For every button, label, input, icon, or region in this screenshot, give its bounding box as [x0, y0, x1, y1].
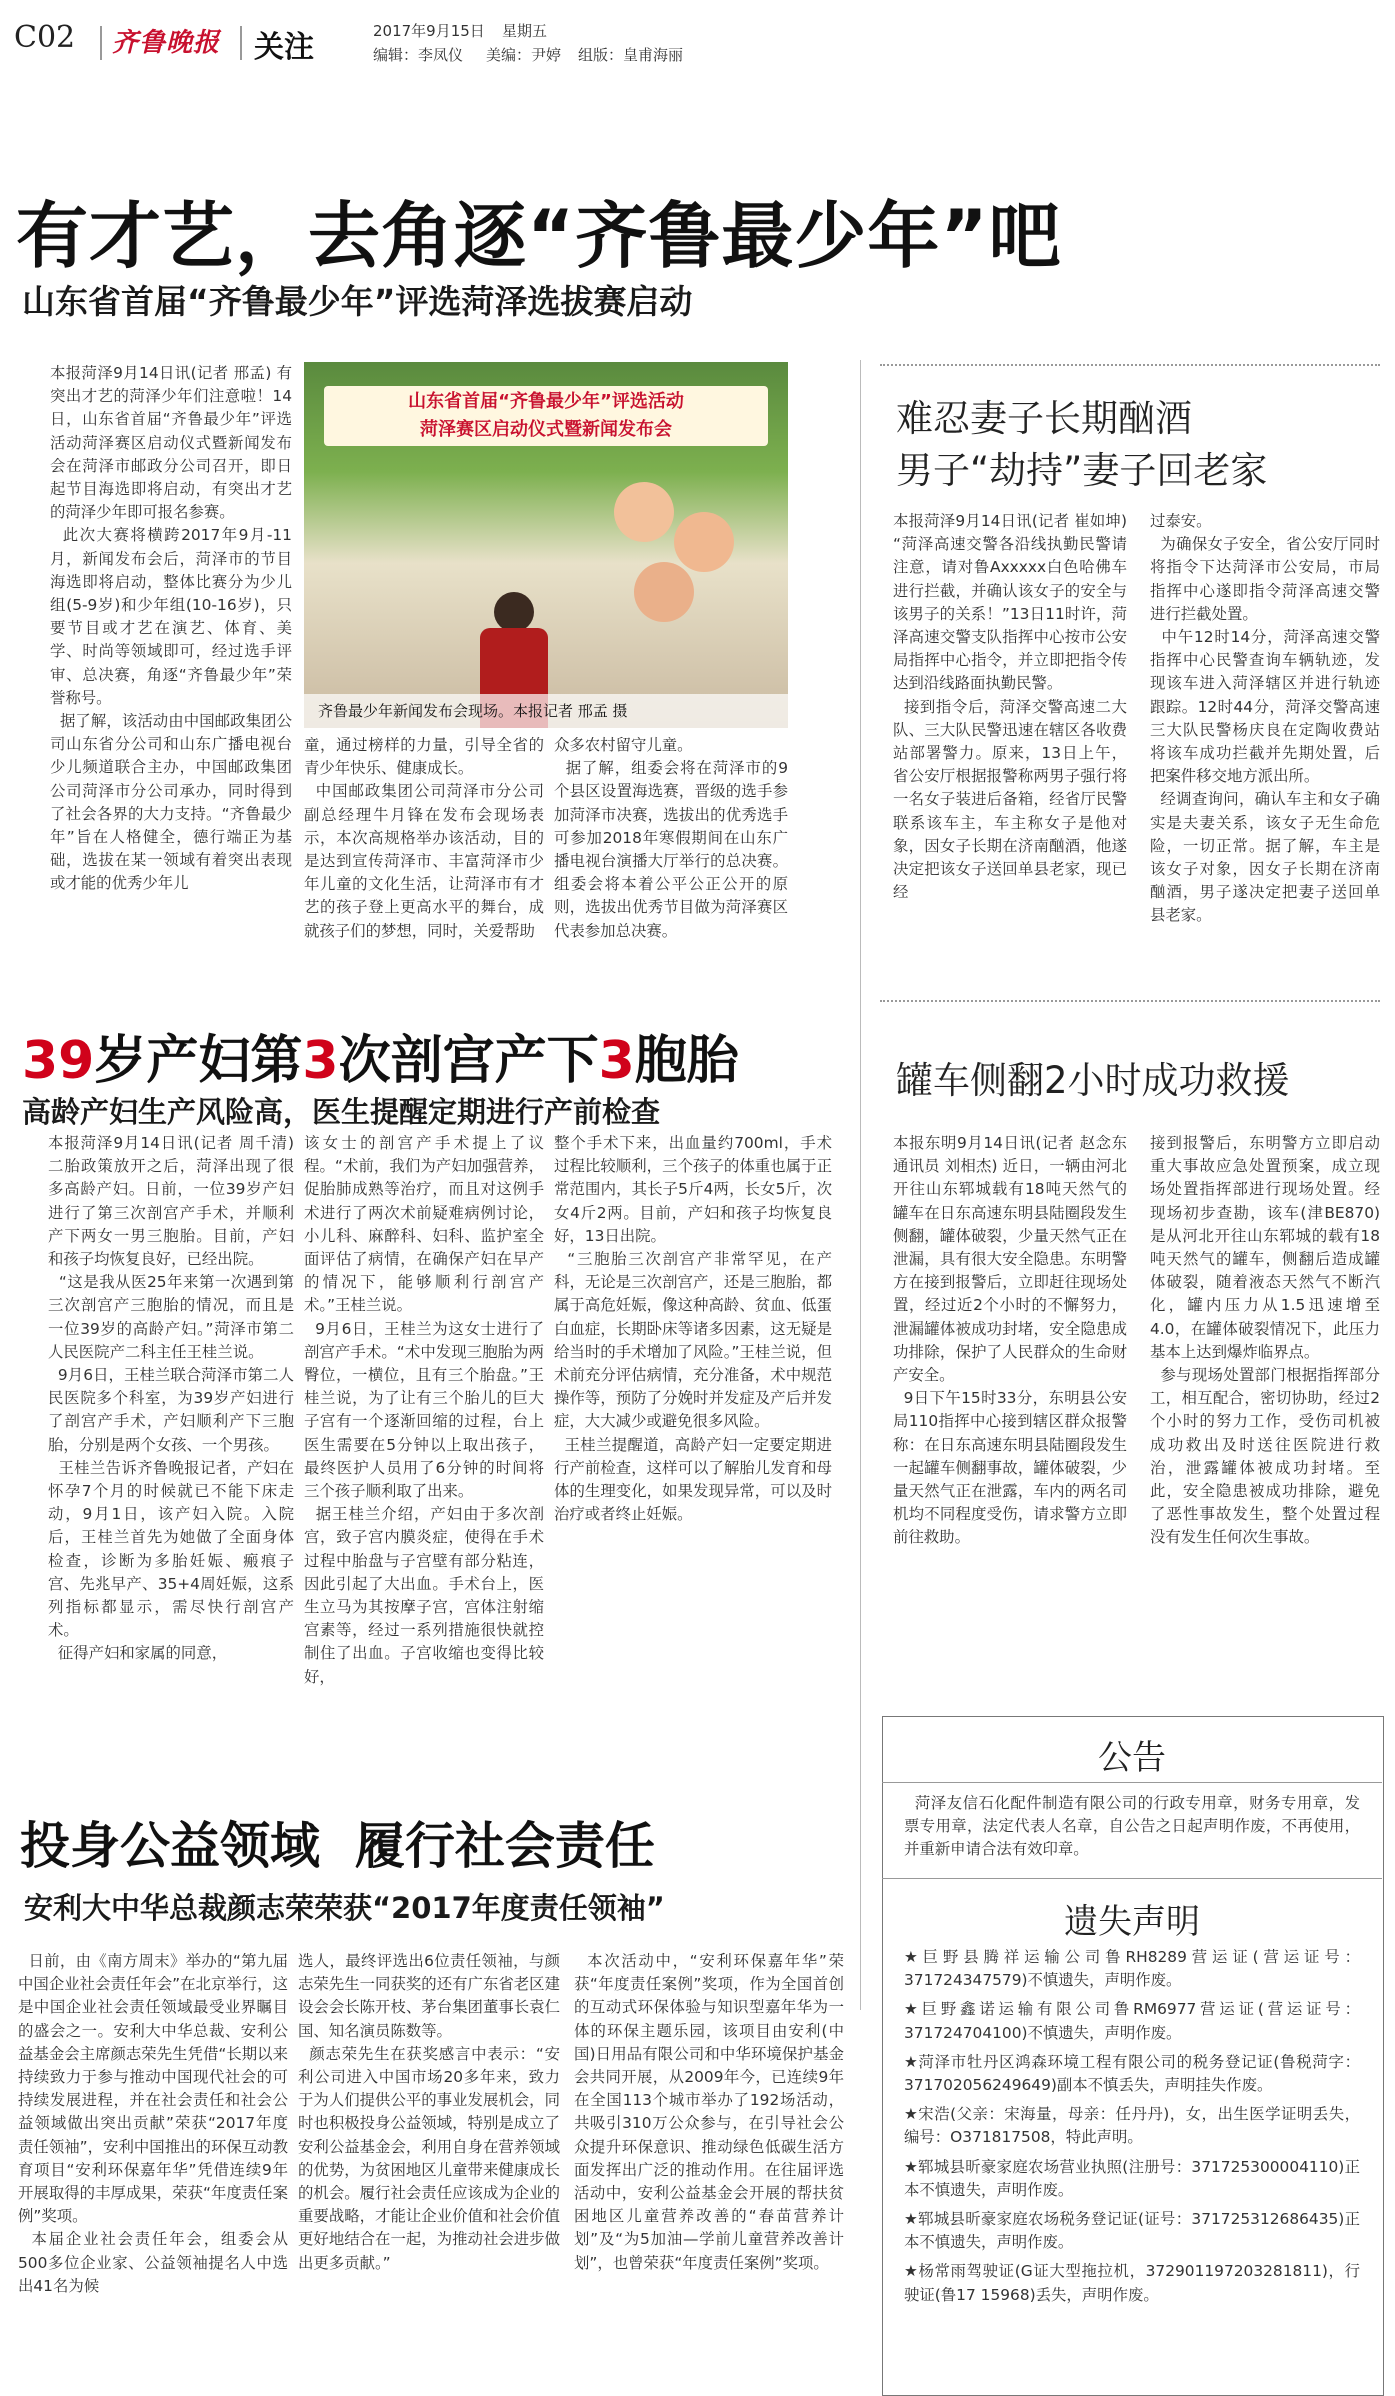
story2-column-1: 本报东明9月14日讯(记者 赵念东 通讯员 刘相杰) 近日，一辆由河北开往山东郓城载有18吨天然气的罐车在日东高速东明县陆圈段发生侧翻，罐体破裂，少量天然气正在泄漏，具有很大安全隐患。东明警方在接到报警后，立即赶往现场处置，经过近2个小时的不懈努力，泄漏罐体被成功封堵，安全隐患成功排除，保护了人民群众的生命财产安全。 9日下午15时33分，东明县公安局110指挥中心接到辖区群众报警称：在日东高速东明县陆圈段发生一起罐车侧翻事故，罐体破裂，少量天然气正在泄露，车内的两名司机均不同程度受伤，请求警方立即前往救助。	[893, 1134, 1127, 1547]
story4-column-1: 日前，由《南方周末》举办的“第九届中国企业社会责任年会”在北京举行，这是中国企业社会责任领域最受业界瞩目的盛会之一。安利大中华总裁、安利公益基金会主席颜志荣先生凭借“长期以来持续致力于参与推动中国现代社会的可持续发展进程，并在社会责任和社会公益领域做出突出贡献”荣获“2017年度责任领袖”，安利中国推出的环保互动教育项目“安利环保嘉年华”凭借连续9年开展取得的丰厚成果，荣获“年度责任案例”奖项。 本届企业社会责任年会，组委会从500多位企业家、公益领袖提名人中选出41名为候	[18, 1952, 288, 2295]
main-headline: 有才艺，去角逐“齐鲁最少年”吧	[16, 194, 1062, 278]
section-rule	[880, 1000, 1380, 1002]
list-item: ★菏泽市牡丹区鸿森环境工程有限公司的税务登记证(鲁税菏字：371702056249649)副本不慎丢失，声明挂失作废。	[904, 2052, 1360, 2095]
story3-column-2: 该女士的剖宫产手术提上了议程。“术前，我们为产妇加强营养，促胎肺成熟等治疗，而且对这例手术进行了两次术前疑难病例讨论，小儿科、麻醉科、妇科、监护室全面评估了病情，在确保产妇在早产的情况下，能够顺利行剖宫产术。”王桂兰说。 9月6日，王桂兰为这女士进行了剖宫产手术。“术中发现三胞胎为两臀位，一横位，且有三个胎盘。”王桂兰说，为了让有三个胎儿的巨大子宫有一个逐渐回缩的过程，台上医生需要在5分钟以上取出孩子，最终医护人员用了6分钟的时间将三个孩子顺利取了出来。 据王桂兰介绍，产妇由于多次剖宫，致子宫内膜炎症，使得在手术过程中胎盘与子宫壁有部分粘连，因此引起了大出血。手术台上，医生立马为其按摩子宫，宫体注射缩宫素等，经过一系列措施很快就控制住了出血。子宫收缩也变得比较好，	[304, 1134, 544, 1686]
notice-title: 公告	[1098, 1738, 1166, 1778]
column-separator	[860, 360, 861, 2010]
notice-body: 菏泽友信石化配件制造有限公司的行政专用章，财务专用章，发票专用章，法定代表人名章，自公告之日起声明作废，不再使用，并重新申请合法有效印章。	[904, 1794, 1360, 1859]
story1-headline-line2: 男子“劫持”妻子回老家	[896, 449, 1268, 492]
story3-column-1: 本报菏泽9月14日讯(记者 周千清) 二胎政策放开之后，菏泽出现了很多高龄产妇。日前，一位39岁产妇进行了第三次剖宫产手术，并顺利产下两女一男三胞胎。目前，产妇和孩子均恢复良好，已经出院。 “这是我从医25年来第一次遇到第三次剖宫产三胞胎的情况，而且是一位39岁的高龄产妇。”菏泽市第二人民医院产二科主任王桂兰说。 9月6日，王桂兰联合菏泽市第二人民医院多个科室，为39岁产妇进行了剖宫产手术，产妇顺利产下三胞胎，分别是两个女孩、一个男孩。 王桂兰告诉齐鲁晚报记者，产妇在怀孕7个月的时候就已不能下床走动，9月1日，该产妇入院。入院后，王桂兰首先为她做了全面身体检查，诊断为多胎妊娠、瘢痕子宫、先兆早产、35+4周妊娠，这系列指标都显示，需尽快行剖宫产术。 征得产妇和家属的同意，	[48, 1134, 294, 1663]
list-item: ★郓城县昕豪家庭农场税务登记证(证号：371725312686435)正本不慎遗失，声明作废。	[904, 2210, 1360, 2252]
story1-column-1: 本报菏泽9月14日讯(记者 崔如坤) “菏泽高速交警各沿线执勤民警请注意，请对鲁Axxxxx白色哈佛车进行拦截，并确认该女子的安全与该男子的关系！”13日11时许，菏泽高速交警支队指挥中心按市公安局指挥中心指令，并立即把指令传达到沿线路面执勤民警。 接到指令后，菏泽交警高速二大队、三大队民警迅速在辖区各收费站部署警力。原来，13日上午，省公安厅根据报警称两男子强行将一名女子装进后备箱，经省厅民警联系该车主，车主称女子是他对象，因女子长期在济南酗酒，他遂决定把该女子送回单县老家，现已经	[893, 512, 1127, 902]
issue-weekday: 星期五	[502, 22, 548, 40]
art-credit: 美编：尹婷	[486, 46, 562, 64]
story3-column-3: 整个手术下来，出血量约700ml，手术过程比较顺利，三个孩子的体重也属于正常范围内，其长子5斤4两，长女5斤，次女4斤2两。目前，产妇和孩子均恢复良好，13日出院。 “三胞胎三次剖宫产非常罕见，在产科，无论是三次剖宫产，还是三胞胎，都属于高危妊娠，像这种高龄、贫血、低蛋白血症，长期卧床等诸多因素，这无疑是给当时的手术增加了风险。”王桂兰说，但术前充分评估病情，充分准备，术中规范操作等，预防了分娩时并发症及产后并发症，大大减少或避免很多风险。 王桂兰提醒道，高龄产妇一定要定期进行产前检查，这样可以了解胎儿发育和母体的生理变化，如果发现异常，可以及时治疗或者终止妊娠。	[554, 1134, 832, 1524]
performer-head	[494, 592, 534, 632]
main-subheadline: 山东省首届“齐鲁最少年”评选菏泽选拔赛启动	[22, 282, 693, 321]
story3-subheadline: 高龄产妇生产风险高，医生提醒定期进行产前检查	[22, 1095, 661, 1129]
photo-banner-text: 山东省首届“齐鲁最少年”评选活动 菏泽赛区启动仪式暨新闻发布会	[408, 391, 684, 440]
story2-headline: 罐车侧翻2小时成功救援	[896, 1059, 1290, 1102]
story4-headline: 投身公益领域 履行社会责任	[20, 1817, 655, 1875]
story4-column-2: 选人，最终评选出6位责任领袖，与颜志荣先生一同获奖的还有广东省老区建设会会长陈开枝、茅台集团董事长袁仁国、知名演员陈数等。 颜志荣先生在获奖感言中表示：“安利公司进入中国市场20多年来，致力于为人们提供公平的事业发展机会，同时也积极投身公益领域，特别是成立了安利公益基金会，利用自身在营养领域的优势，为贫困地区儿童带来健康成长的机会。履行社会责任应该成为企业的重要战略，才能让企业价值和社会价值更好地结合在一起，为推动社会进步做出更多贡献。”	[298, 1952, 560, 2272]
divider	[100, 26, 102, 60]
story2-column-2: 接到报警后，东明警方立即启动重大事故应急处置预案，成立现场处置指挥部进行现场处置。经现场初步查勘，该车(津BE870)是从河北开往山东郓城的载有18吨天然气的罐车，侧翻后造成罐体破裂，随着液态天然气不断汽化，罐内压力从1.5迅速增至4.0，在罐体破裂情况下，此压力基本上达到爆炸临界点。 参与现场处置部门根据指挥部分工，相互配合，密切协助，经过2个小时的努力工作，受伤司机被成功救出及时送往医院进行救治，泄露罐体被成功封堵。至此，安全隐患被成功排除，避免了恶性事故发生，整个处置过程没有发生任何次生事故。	[1150, 1134, 1380, 1547]
divider	[882, 1782, 1382, 1783]
story4-subheadline: 安利大中华总裁颜志荣荣获“2017年度责任领袖”	[24, 1891, 665, 1925]
list-item: ★巨野县腾祥运输公司鲁RH8289营运证(营运证号：371724347579)不慎遗失，声明作废。	[904, 1948, 1360, 1990]
newspaper-logo: 齐鲁晚报	[112, 28, 221, 58]
main-story-column-2: 童，通过榜样的力量，引导全省的青少年快乐、健康成长。 中国邮政集团公司菏泽市分公司副总经理牛月锋在发布会现场表示，本次高规格举办该活动，目的是达到宣传菏泽市、丰富菏泽市少年儿童的文化生活，让菏泽市有才艺的孩子登上更高水平的舞台，成就孩子们的梦想，同时，关爱帮助	[304, 736, 544, 940]
main-story-column-1: 本报菏泽9月14日讯(记者 邢孟) 有突出才艺的菏泽少年们注意啦！14日，山东省首届“齐鲁最少年”评选活动菏泽赛区启动仪式暨新闻发布会在菏泽市邮政分公司召开，即日起节目海选即将启动，有突出才艺的菏泽少年即可报名参赛。 此次大赛将横跨2017年9月-11月，新闻发布会后，菏泽市的节目海选即将启动，整体比赛分为少儿组(5-9岁)和少年组(10-16岁)，只要节目或才艺在演艺、体育、美学、时尚等领域即可，经过选手评审、总决赛，角逐“齐鲁最少年”荣誉称号。 据了解，该活动由中国邮政集团公司山东省分公司和山东广播电视台少儿频道联合主办，中国邮政集团公司菏泽市分公司承办，同时得到了社会各界的大力支持。“齐鲁最少年”旨在人格健全，德行端正为基础，选拔在某一领域有着突出表现或才能的优秀少年儿	[50, 364, 292, 893]
story1-headline-line1: 难忍妻子长期酗酒	[896, 397, 1192, 440]
page-number: C02	[14, 20, 76, 55]
story1-column-2: 过泰安。 为确保女子安全，省公安厅同时将指令下达菏泽市公安局，市局指挥中心遂即指令菏泽高速交警进行拦截处置。 中午12时14分，菏泽高速交警指挥中心民警查询车辆轨迹，发现该车进入菏泽辖区并进行轨迹跟踪。12时44分，菏泽交警高速三大队民警杨庆良在定陶收费站将该车成功拦截并先期处置，后把案件移交地方派出所。 经调查询问，确认车主和女子确实是夫妻关系，该女子无生命危险，一切正常。据了解，车主是该女子对象，因女子长期在济南酗酒，男子遂决定把妻子送回单县老家。	[1150, 512, 1380, 925]
layout-credit: 组版：皇甫海丽	[578, 46, 684, 64]
editor-credit: 编辑：李凤仪	[373, 46, 464, 64]
story3-headline: 39岁产妇第3次剖宫产下3胞胎	[22, 1031, 739, 1091]
list-item: ★杨常雨驾驶证(G证大型拖拉机，372901197203281811)，行驶证(鲁17 15968)丢失，声明作废。	[904, 2262, 1360, 2304]
section-name: 关注	[254, 30, 314, 65]
list-item: ★宋浩(父亲：宋海量，母亲：任丹丹)，女，出生医学证明丢失，编号：O371817508，特此声明。	[904, 2105, 1360, 2147]
list-item: ★巨野鑫诺运输有限公司鲁RM6977营运证(营运证号：371724704100)不慎遗失，声明作废。	[904, 2000, 1360, 2042]
issue-date: 2017年9月15日	[373, 22, 485, 40]
main-story-column-3: 众多农村留守儿童。 据了解，组委会将在菏泽市的9个县区设置海选赛，晋级的选手参加菏泽市决赛，选拔出的优秀选手可参加2018年寒假期间在山东广播电视台演播大厅举行的总决赛。组委会将本着公平公正公开的原则，选拔出优秀节目做为菏泽赛区代表参加总决赛。	[554, 736, 788, 940]
story4-column-3: 本次活动中，“安利环保嘉年华”荣获“年度责任案例”奖项，作为全国首创的互动式环保体验与知识型嘉年华为一体的环保主题乐园，该项目由安利(中国)日用品有限公司和中华环境保护基金会共同开展，从2009年今，已连续9年在全国113个城市举办了192场活动，共吸引310万公众参与，在引导社会公众提升环保意识、推动绿色低碳生活方面发挥出广泛的推动作用。在往届评选活动中，安利公益基金会开展的帮扶贫困地区儿童营养改善的“春苗营养计划”及“为5加油—学前儿童营养改善计划”，也曾荣获“年度责任案例”奖项。	[574, 1952, 844, 2272]
photo-caption: 齐鲁最少年新闻发布会现场。本报记者 邢孟 摄	[318, 702, 628, 720]
press-conference-photo	[304, 362, 788, 728]
divider	[240, 26, 242, 60]
list-item: ★郓城县昕豪家庭农场营业执照(注册号：371725300004110)正本不慎遗失，声明作废。	[904, 2157, 1360, 2199]
section-rule	[880, 364, 1380, 366]
divider	[882, 1878, 1382, 1879]
lost-notice-title: 遗失声明	[1064, 1902, 1200, 1942]
lost-notice-list	[904, 1946, 1360, 2307]
